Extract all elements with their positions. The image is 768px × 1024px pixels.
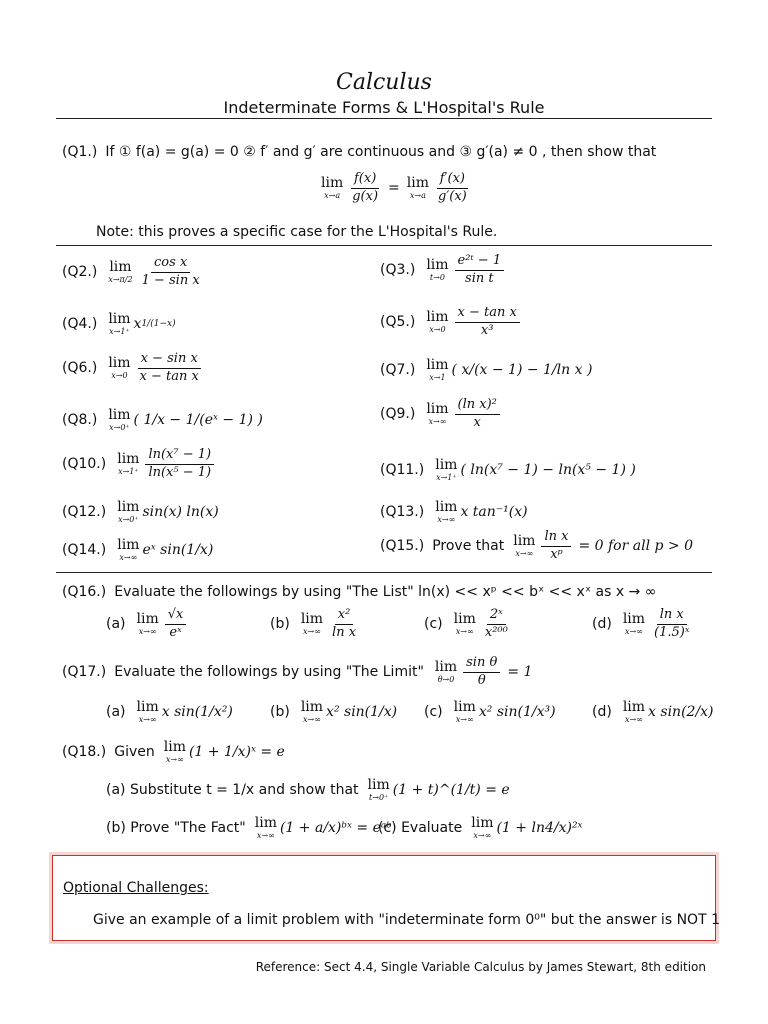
q17-statement: (Q17.) Evaluate the followings by using "The Limit" lim θ→0 $\frac{\text{sin θ}}{\theta}$ = 1 [62, 655, 533, 688]
q17-part-d: (d) lim x→∞ x sin(2/x) [592, 699, 714, 724]
challenge-text: Give an example of a limit problem with "indeterminate form 0⁰" but the answer is NOT 1 [93, 912, 720, 928]
section-divider [56, 572, 712, 573]
q1-statement: (Q1.) If ① f(a) = g(a) = 0 ② f′ and g′ are continuous and ③ g′(a) ≠ 0 , then show that [62, 144, 657, 160]
q16-part-d: (d) lim x→∞ $\frac{\text{ln x}}{\text{(1.5)ˣ}}$ [592, 607, 690, 640]
problem-q2: (Q2.) lim x→π/2 $\frac{\text{cos x}}{\text{1 − sin x}}$ [62, 255, 200, 288]
q16-part-a: (a) lim x→∞ $\frac{√x}{\text{eˣ}}$ [106, 608, 189, 641]
problem-q3: (Q3.) lim t→0 $\frac{\text{e²ᵗ − 1}}{\text{sin t}}$ [380, 254, 507, 287]
challenge-heading: Optional Challenges: [63, 880, 209, 896]
q1-note: Note: this proves a specific case for the L'Hospital's Rule. [96, 224, 498, 240]
page-subtitle: Indeterminate Forms & L'Hospital's Rule [223, 98, 545, 117]
q16-part-b: (b) lim x→∞ $\frac{\text{x²}}{\text{ln x}}$ [270, 607, 357, 640]
problem-q6: (Q6.) lim x→0 $\frac{\text{x − sin x}}{\text{x − tan x}}$ [62, 351, 199, 384]
problem-q12: (Q12.) lim x→0⁺ sin(x) ln(x) [62, 499, 219, 524]
problem-q15: (Q15.) Prove that lim x→∞ $\frac{\text{ln x}}{\text{xᵖ}}$ = 0 for all p > 0 [380, 529, 693, 562]
problem-q7: (Q7.) lim x→1 ( x/(x − 1) − 1/ln x ) [380, 357, 593, 382]
problem-q5: (Q5.) lim x→0 $\frac{\text{x − tan x}}{\text{x³}}$ [380, 306, 523, 339]
q16-statement: (Q16.) Evaluate the followings by using "The List" ln(x) << xᵖ << bˣ << xˣ as x → ∞ [62, 584, 657, 600]
q18-part-c: (c) Evaluate lim x→∞ (1 + ln4/x)²ˣ [378, 815, 583, 840]
q18-part-b: (b) Prove "The Fact" lim x→∞ (1 + a/x)ᵇˣ = eᵃᵇ [106, 815, 392, 840]
q18-part-a: (a) Substitute t = 1/x and show that lim t→0⁺ (1 + t)^(1/t) = e [106, 777, 510, 802]
q17-part-b: (b) lim x→∞ x² sin(1/x) [270, 699, 398, 724]
problem-q11: (Q11.) lim x→1⁺ ( ln(x⁷ − 1) − ln(x⁵ − 1) ) [380, 457, 636, 482]
optional-challenges-box [52, 855, 720, 941]
problem-q13: (Q13.) lim x→∞ x tan⁻¹(x) [380, 499, 528, 524]
problem-q10: (Q10.) lim x→1⁺ $\frac{\text{ln(x⁷ − 1)}}{\text{ln(x⁵ − 1)}}$ [62, 448, 217, 481]
reference-footer: Reference: Sect 4.4, Single Variable Calculus by James Stewart, 8th edition [255, 960, 706, 974]
problem-q8: (Q8.) lim x→0⁺ ( 1/x − 1/(eˣ − 1) ) [62, 407, 263, 432]
q18-statement: (Q18.) Given lim x→∞ (1 + 1/x)ˣ = e [62, 739, 285, 764]
q16-part-c: (c) lim x→∞ $\frac{\text{2ˣ}}{\text{x²⁰⁰}}$ [424, 607, 508, 640]
q1-divider [56, 245, 712, 246]
page-title: Calculus [336, 70, 432, 95]
q17-part-a: (a) lim x→∞ x sin(1/x²) [106, 699, 233, 724]
q17-part-c: (c) lim x→∞ x² sin(1/x³) [424, 699, 556, 724]
title-divider [56, 118, 712, 119]
problem-q14: (Q14.) lim x→∞ eˣ sin(1/x) [62, 537, 214, 562]
q1-equation: lim x→a $\frac{f(x)}{g(x)}$ = lim x→a $\frac{f'(x)}{g'(x)}$ [321, 171, 467, 204]
problem-q4: (Q4.) lim x→1⁺ x 1/(1−x) [62, 311, 176, 336]
problem-q9: (Q9.) lim x→∞ $\frac{\text{(ln x)²}}{x}$ [380, 398, 503, 431]
